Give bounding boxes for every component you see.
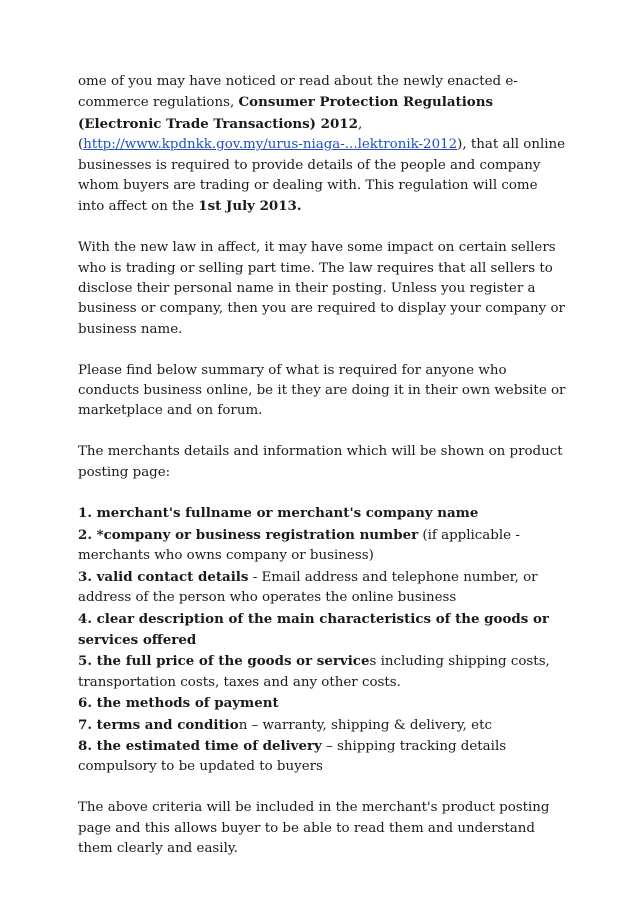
list-item-bold: 1. merchant's fullname or merchant's company name xyxy=(78,505,479,522)
list-item-text: – shipping tracking details compulsory to be updated to buyers xyxy=(78,738,507,775)
effective-date: 1st July 2013. xyxy=(198,198,302,215)
list-item-bold: 3. valid contact details xyxy=(78,568,249,585)
document-page xyxy=(78,72,568,880)
list-item xyxy=(78,567,568,609)
list-item-bold: 8. the estimated time of delivery xyxy=(78,737,322,754)
list-item-text: s including shipping costs, transportation costs, taxes and any other costs. xyxy=(78,654,550,690)
list-item-text: - Email address and telephone number, or address of the person who operates the online business xyxy=(78,569,538,606)
list-item-bold: 4. clear description of the main characteristics of the goods or services offered xyxy=(78,610,549,648)
list-item xyxy=(78,525,568,567)
list-item xyxy=(78,693,568,714)
list-item-bold: 7. terms and conditio xyxy=(78,716,239,733)
list-item xyxy=(78,609,568,652)
closing-paragraph: The above criteria will be included in the merchant's product posting page and this allows buyer to be able to read them and understand them clearly and easily. xyxy=(78,800,550,856)
regulation-title: Consumer Protection Regulations (Electronic Trade Transactions) 2012 xyxy=(78,94,494,132)
list-item-bold: 6. the methods of payment xyxy=(78,695,279,712)
list-item-text: (if applicable - merchants who owns company or business) xyxy=(78,527,520,564)
intro-paragraph xyxy=(78,72,568,218)
merchant-details-paragraph: The merchants details and information which will be shown on product posting page: xyxy=(78,444,563,480)
summary-intro-paragraph: Please find below summary of what is required for anyone who conducts business online, be it they are doing it in their own website or marketplace and on forum. xyxy=(78,362,566,419)
intro-text-2: , ( xyxy=(78,116,363,153)
intro-text-3: ), that all online businesses is required to provide details of the people and company whom buyers are trading or dealing with. This regulation will come into affect on the xyxy=(78,137,566,215)
requirements-list xyxy=(78,503,568,777)
list-item xyxy=(78,715,568,736)
list-item xyxy=(78,736,568,778)
regulation-link[interactable]: http://www.kpdnkk.gov.my/urus-niaga-...lektronik-2012 xyxy=(83,137,458,153)
list-item xyxy=(78,651,568,693)
law-impact-paragraph: With the new law in affect, it may have some impact on certain sellers who is trading or selling part time. The law requires that all sellers to disclose their personal name in their posting. Unless you register a business or company, then you are required to display your company or business name. xyxy=(78,240,565,337)
intro-text-1: ome of you may have noticed or read about the newly enacted e-commerce regulations, xyxy=(78,74,518,111)
list-item-bold: 2. *company or business registration number xyxy=(78,526,419,543)
list-item-text: n – warranty, shipping & delivery, etc xyxy=(238,717,492,733)
list-item-bold: 5. the full price of the goods or service xyxy=(78,653,370,670)
list-item xyxy=(78,503,568,524)
